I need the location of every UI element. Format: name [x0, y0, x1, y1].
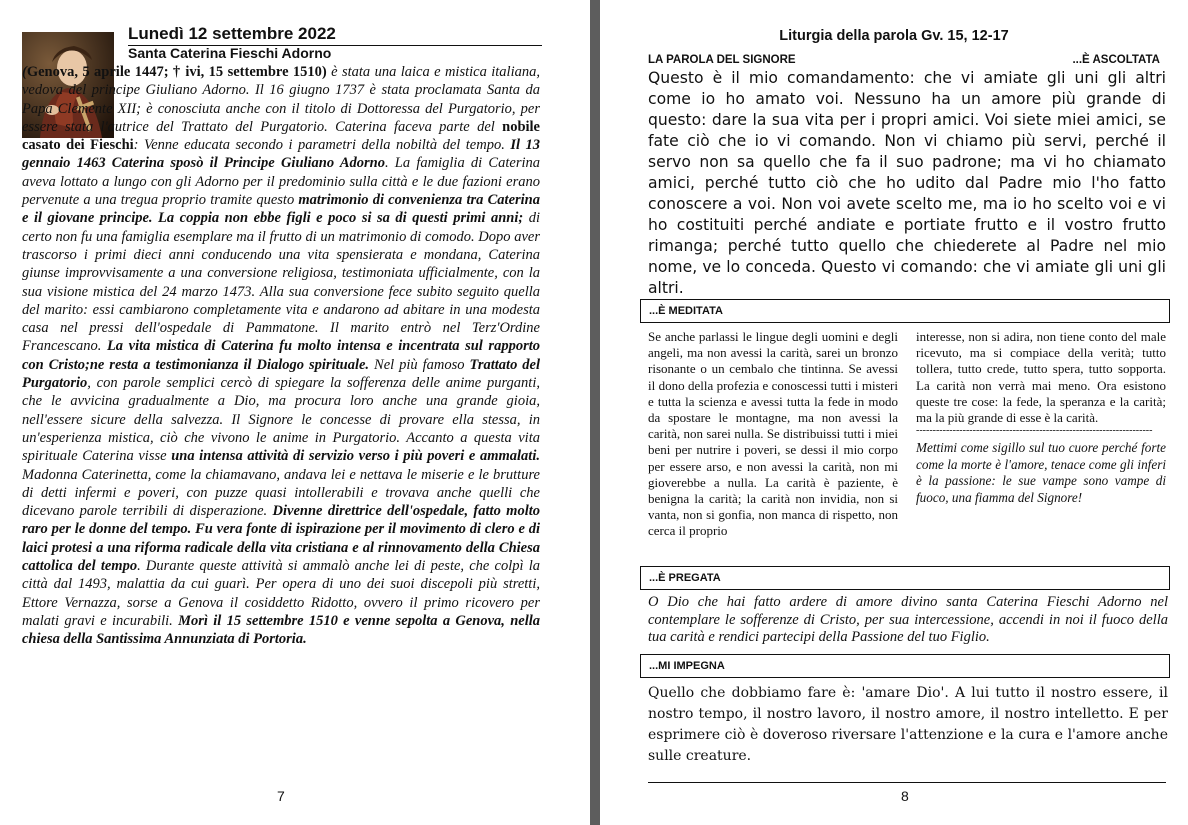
bio-run: matrimonio di convenienza tra Caterina e il giovane principe. La coppia non ebbe figli e poco si sa di questi primi anni;: [22, 192, 540, 227]
bio-run: è stata una laica e mistica italiana, vedova del principe Giuliano Adorno. Il 16 giugno 1737 è stata proclamata Santa da Papa Clemente XII; è conosciuta anche con il titolo di Dottoressa del Purgatorio, per essere stata l'autrice del Trattato del Purgatorio. Caterina faceva parte del: [22, 64, 540, 135]
saint-biography: [22, 63, 540, 649]
bio-run: Il 13 gennaio 1463 Caterina sposò il Principe Giuliano Adorno: [22, 137, 541, 172]
commitment-text: Quello che dobbiamo fare è: 'amare Dio'. A lui tutto il nostro essere, il nostro tempo, il nostro lavoro, il nostro amore, il nostro intelletto. E per esprimere ciò è doveroso riversare l'attenzione e la cura e l'amore anche sulle creature.: [648, 685, 1168, 764]
page-number-right: 8: [901, 788, 909, 804]
label-word-of-lord: LA PAROLA DEL SIGNORE: [648, 54, 796, 66]
bio-run: Trattato del Purgatorio: [22, 356, 541, 392]
bio-run: Divenne direttrice dell'ospedale, fatto molto raro per le donne del tempo. Fu vera fonte di ispirazione per il movimento di clero e di laici protesi a una riforma radicale della vita cristiana e al rinnovamento della Chiesa cattolica del tempo: [22, 503, 541, 575]
page-number: 7: [277, 788, 285, 804]
saint-name: Santa Caterina Fieschi Adorno: [128, 45, 332, 61]
bio-run: una intensa attività di servizio verso i più poveri e ammalati.: [171, 448, 540, 465]
bio-run: Morì il 15 settembre 1510 e venne sepolta a Genova, nella chiesa della Santissima Annunziata di Portoria.: [22, 612, 541, 648]
bottom-rule: [648, 782, 1166, 783]
meditata-separator: -----------------------------------------------------------------------: [916, 426, 1153, 437]
bio-run: La vita mistica di Caterina fu molto intensa e incentrata sul rapporto con Cristo;ne resta a testimonianza il Dialogo spirituale.: [22, 338, 540, 373]
section-meditata-heading: ...È MEDITATA: [640, 299, 1170, 323]
bio-run: , con parole semplici cercò di spiegare la sofferenza delle anime purganti, che le avvicina gradualmente a Dio, ma procura loro anche una grande gioia, nell'essere sicure della salvezza. Il Signore le concesse di provare ella stessa, in un'esperienza mistica, ciò che vivono le anime in Purgatorio. Accanto a questa vita spirituale Caterina visse: [22, 375, 540, 465]
prayer-text: O Dio che hai fatto ardere di amore divino santa Caterina Fieschi Adorno nel contemplare le sofferenze di Cristo, per sua intercessione, accendi in noi il fuoco della tua carità e rendici partecipi della Passione del tuo Figlio.: [648, 594, 1168, 645]
bio-run: di certo non fu una famiglia esemplare ma il frutto di un matrimonio di comodo. Dopo aver trascorso i primi dieci anni conducendo una vita spensierata e mondana, Caterina giunse improvvisamente a una conversione religiosa, testimoniata ufficialmente, con la sua visione mistica del 24 marzo 1473. Alla sua conversione fece subito seguito quella del marito: essi cambiarono completamente vita e andarono ad abitare in una modesta casa nel pressi dell'ospedale di Pammatone. Il marito entrò nel Terz'Ordine Francescano.: [22, 210, 540, 355]
liturgy-title: Liturgia della parola Gv. 15, 12-17: [779, 28, 1009, 44]
gospel-text: Questo è il mio comandamento: che vi amiate gli uni gli altri come io ho amato voi. Nessuno ha un amore più grande di questo: dare la sua vita per i propri amici. Voi siete miei amici, se fate ciò che io vi comando. Non vi chiamo più servi, perché il servo non sa quello che fa il suo padrone; ma vi ho chiamato amici, perché tutto ciò che ho udito dal Padre mio l'ho fatto conoscere a voi. Non voi avete scelto me, ma io ho scelto voi e vi ho costituiti perché andiate e portiate frutto e il vostro frutto rimanga; perché tutto quello che chiederete al Padre nel mio nome, ve lo conceda. Questo vi comando: che vi amiate gli uni gli altri.: [648, 69, 1166, 297]
bio-run: : Venne educata secondo i parametri della nobiltà del tempo.: [133, 137, 511, 154]
left-page: [0, 0, 590, 825]
date-heading: Lunedì 12 settembre 2022: [128, 24, 336, 43]
meditata-text-2: interesse, non si adira, non tiene conto del male ricevuto, ma si compiace della verità; tutto tollera, tutto crede, tutto spera, tutto sopporta. La carità non verrà mai meno. Ora esistono queste tre cose: la fede, la speranza e la carità; ma la più grande di esse è la carità.: [916, 329, 1166, 426]
meditata-quote: Mettimi come sigillo sul tuo cuore perché forte come la morte è l'amore, tenace come gli inferi è la passione: le sue vampe sono vampe di fuoco, una fiamma del Signore!: [916, 440, 1166, 505]
meditata-column-1: [648, 329, 898, 540]
page-divider: [590, 0, 600, 825]
bio-run: Nel più famoso: [369, 356, 470, 373]
bio-run: nobile casato dei Fieschi: [22, 118, 540, 154]
section-impegno-heading: ...MI IMPEGNA: [640, 654, 1170, 678]
meditata-column-2: [916, 329, 1166, 507]
section-pregata-heading: ...È PREGATA: [640, 566, 1170, 590]
bio-run: . Durante queste attività si ammalò anche lei di peste, che colpì la città dal 1493, malattia da cui guarì. Per opera di uno dei suoi discepoli più stretti, Ettore Vernazza, sorse a Genova il cosiddetto Ridotto, ovvero il primo ricovero per malati gravi e incurabili.: [22, 558, 540, 629]
bio-run: (: [22, 64, 27, 80]
right-page: [600, 0, 1188, 825]
bio-run: Madonna Caterinetta, come la chiamavano, andava lei e nettava le miserie e le brutture di detti infermi e poveri, con puzze quasi intollerabili e trovava anche quelli che dicevano parole terribili di disperazione.: [22, 466, 540, 520]
meditata-text-1: Se anche parlassi le lingue degli uomini e degli angeli, ma non avessi la carità, sarei un bronzo risonante o un cembalo che tintinna. Se avessi il dono della profezia e conoscessi tutti i misteri e tutta la scienza e avessi tutta la fede in modo da spostare le montagne, ma non avessi la carità, non sarei nulla. Se distribuissi tutti i miei beni per nutrire i poveri, se dessi il mio corpo per essere arso, e non avessi la carità, non mi gioverebbe a nulla. La carità è paziente, è benigna la carità; la carità non invidia, non si vanta, non si gonfia, non manca di rispetto, non cerca il proprio: [648, 329, 898, 539]
label-listened: ...È ASCOLTATA: [1072, 54, 1160, 66]
bio-run: Genova, 5 aprile 1447; † ivi, 15 settembre 1510): [26, 64, 327, 80]
bio-run: . La famiglia di Caterina aveva lottato a lungo con gli Adorno per il predominio sulla città e le due fazioni erano pervenute a una tregua proprio tramite questo: [22, 155, 540, 209]
